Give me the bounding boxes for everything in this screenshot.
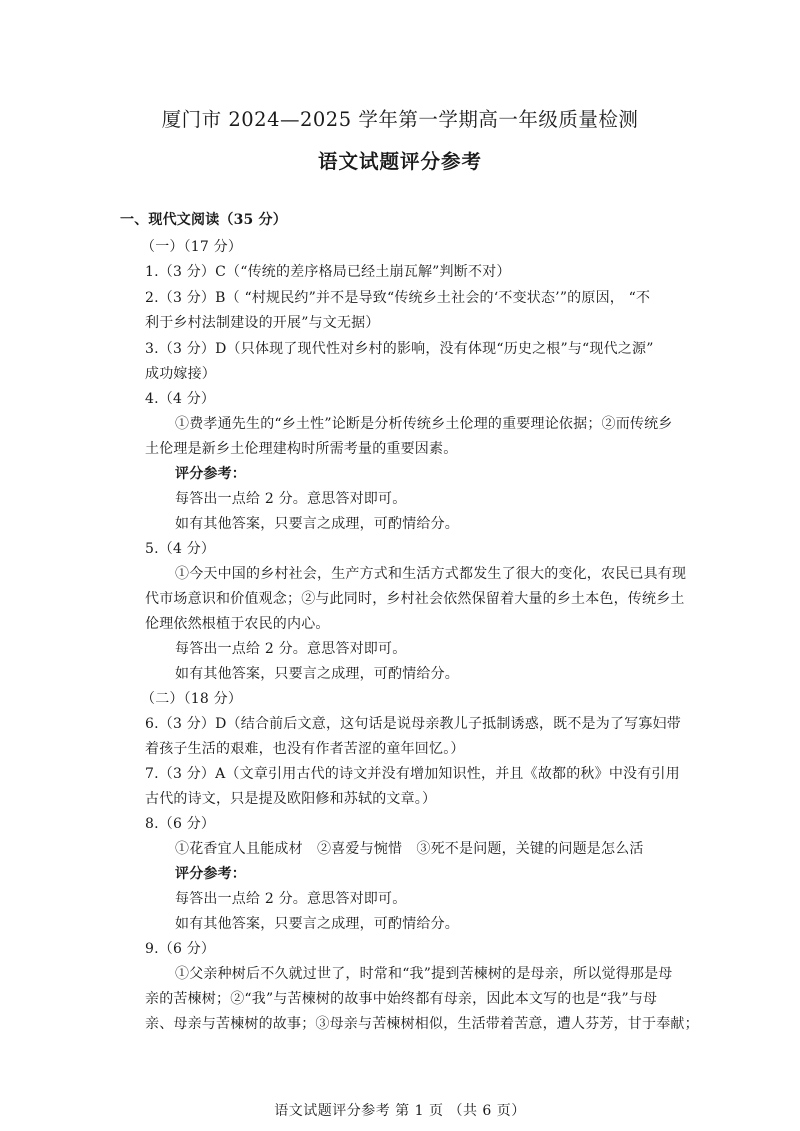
answer-q4: 4.（4 分） [145, 391, 216, 407]
grading-reference-label: 评分参考： [175, 866, 246, 882]
answer-q7-line2: 古代的诗文，只是提及欧阳修和苏轼的文章。） [145, 791, 437, 807]
page-title: 厦门市 2024—2025 学年第一学期高一年级质量检测 [161, 108, 639, 131]
answer-q8-points: ①花香宜人且能成材 ②喜爱与惋惜 ③死不是问题，关键的问题是怎么活 [175, 841, 644, 857]
grading-rule-2: 如有其他答案，只要言之成理，可酌情给分。 [175, 516, 459, 532]
grading-rule-2: 如有其他答案，只要言之成理，可酌情给分。 [175, 666, 459, 682]
page-subtitle: 语文试题评分参考 [317, 150, 482, 173]
answer-q5-line2: 代市场意识和价值观念；②与此同时，乡村社会依然保留着大量的乡土本色，传统乡土 [145, 591, 685, 607]
answer-q4-point1: ①费孝通先生的“乡土性”论断是分析传统乡土伦理的重要理论依据；②而传统乡 [175, 416, 673, 432]
answer-q9: 9.（6 分） [145, 941, 216, 957]
answer-q5-line1: ①今天中国的乡村社会，生产方式和生活方式都发生了很大的变化，农民已具有现 [175, 566, 687, 582]
part-heading-2: （二）（18 分） [141, 691, 243, 707]
answer-q8: 8.（6 分） [145, 816, 216, 832]
answer-q9-line3: 亲、母亲与苦楝树的故事；③母亲与苦楝树相似，生活带着苦意，遭人芬芳，甘于奉献； [145, 1016, 699, 1032]
answer-q4-point2: 土伦理是新乡土伦理建构时所需考量的重要因素。 [145, 441, 458, 457]
answer-q3-line1: 3.（3 分）D（只体现了现代性对乡村的影响，没有体现“历史之根”与“现代之源” [145, 341, 654, 357]
answer-q2-line1: 2.（3 分）B（ “村规民约”并不是导致“传统乡土社会的‘不变状态’”的原因， “不 [145, 290, 651, 306]
answer-q5: 5.（4 分） [145, 541, 216, 557]
grading-rule-1: 每答出一点给 2 分。意思答对即可。 [175, 641, 407, 657]
answer-q9-line2: 亲的苦楝树；②“我”与苦楝树的故事中始终都有母亲，因此本文写的也是“我”与母 [145, 991, 658, 1007]
grading-rule-1: 每答出一点给 2 分。意思答对即可。 [175, 491, 407, 507]
grading-reference-label: 评分参考： [175, 466, 246, 482]
answer-q9-line1: ①父亲种树后不久就过世了，时常和“我”提到苦楝树的是母亲，所以觉得那是母 [175, 966, 673, 982]
grading-rule-2: 如有其他答案，只要言之成理，可酌情给分。 [175, 916, 459, 932]
section-heading: 一、现代文阅读（35 分） [120, 212, 287, 228]
answer-q7-line1: 7.（3 分）A（文章引用古代的诗文并没有增加知识性，并且《故都的秋》中没有引用 [145, 766, 680, 782]
answer-q6-line2: 着孩子生活的艰难，也没有作者苦涩的童年回忆。） [145, 741, 465, 757]
answer-q3-line2: 成功嫁接） [145, 366, 216, 382]
page-footer: 语文试题评分参考 第 1 页 （共 6 页） [274, 1103, 526, 1119]
answer-q1: 1.（3 分）C（“传统的差序格局已经土崩瓦解”判断不对） [145, 264, 511, 280]
answer-q6-line1: 6.（3 分）D（结合前后文意，这句话是说母亲教儿子抵制诱惑，既不是为了写寡妇带 [145, 716, 681, 732]
grading-rule-1: 每答出一点给 2 分。意思答对即可。 [175, 891, 407, 907]
answer-q5-line3: 伦理依然根植于农民的内心。 [145, 616, 330, 632]
part-heading-1: （一）（17 分） [141, 239, 243, 255]
answer-q2-line2: 利于乡村法制建设的开展”与文无据） [145, 315, 380, 331]
